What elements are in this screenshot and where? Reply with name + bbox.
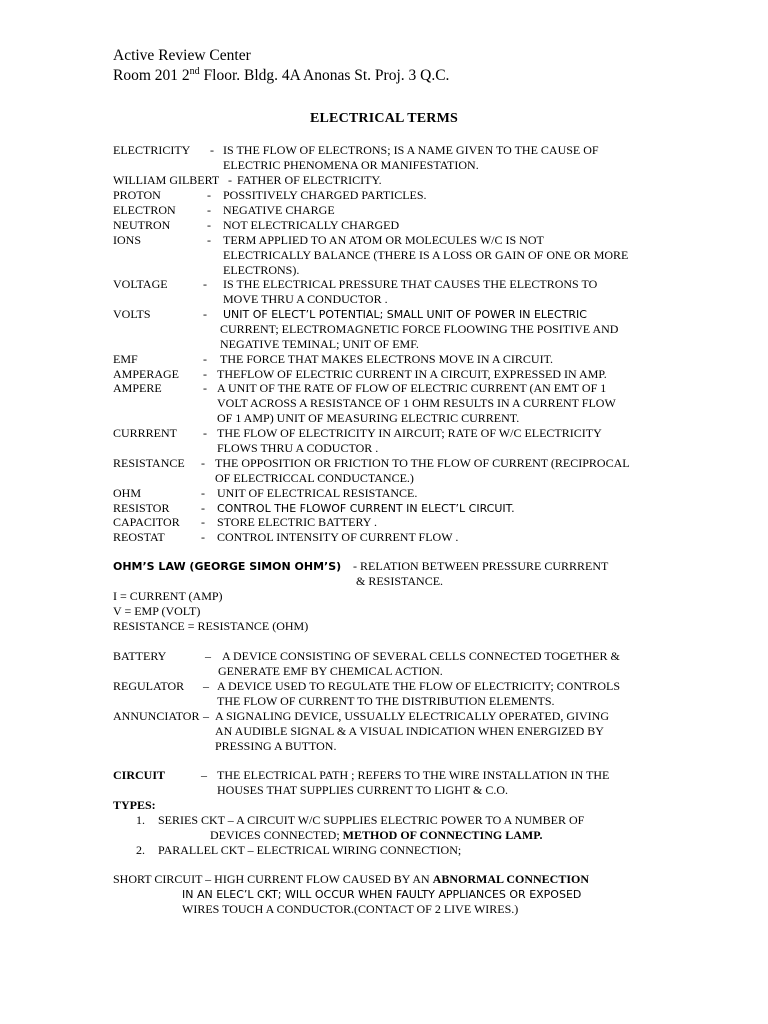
- short-circuit-emphasis: ABNORMAL CONNECTION: [432, 872, 590, 886]
- term-separator: -: [210, 143, 214, 157]
- term-definition: CONTROL THE FLOWOF CURRENT IN ELECT’L CIRCUIT.: [217, 502, 515, 515]
- term-separator: -: [207, 203, 211, 217]
- term-separator: -: [203, 277, 207, 291]
- term-definition: ELECTRONS).: [223, 263, 300, 277]
- term-label: EMF: [113, 352, 138, 366]
- device-definition: A DEVICE CONSISTING OF SEVERAL CELLS CONNECTED TOGETHER &: [222, 649, 620, 663]
- term-definition: POSSITIVELY CHARGED PARTICLES.: [223, 188, 427, 202]
- term-label: IONS: [113, 233, 142, 247]
- term-label: NEUTRON: [113, 218, 171, 232]
- short-circuit-text: IN AN ELEC’L CKT; WILL OCCUR WHEN FAULTY APPLIANCES OR EXPOSED: [182, 888, 582, 901]
- term-label: PROTON: [113, 188, 161, 202]
- term-label: ELECTRICITY: [113, 143, 191, 157]
- circuit-separator: –: [201, 768, 207, 782]
- term-separator: -: [201, 456, 205, 470]
- page-title: ELECTRICAL TERMS: [309, 111, 459, 126]
- ohms-law-description: & RESISTANCE.: [356, 574, 444, 588]
- term-definition: THEFLOW OF ELECTRIC CURRENT IN A CIRCUIT, EXPRESSED IN AMP.: [217, 367, 607, 381]
- term-label: ELECTRON: [113, 203, 176, 217]
- ohms-law-formula: RESISTANCE = RESISTANCE (OHM): [113, 619, 309, 633]
- term-definition: ELECTRICALLY BALANCE (THERE IS A LOSS OR GAIN OF ONE OR MORE: [223, 248, 629, 262]
- device-definition: GENERATE EMF BY CHEMICAL ACTION.: [218, 664, 443, 678]
- device-label: ANNUNCIATOR: [113, 709, 200, 723]
- series-circuit-emphasis: METHOD OF CONNECTING LAMP.: [342, 828, 543, 842]
- term-separator: -: [201, 501, 205, 515]
- term-definition: MOVE THRU A CONDUCTOR .: [223, 292, 388, 306]
- term-label: CURRRENT: [113, 426, 178, 440]
- term-label: WILLIAM GILBERT: [113, 173, 220, 187]
- term-definition: OF ELECTRICCAL CONDUCTANCE.): [215, 471, 414, 485]
- term-definition: IS THE ELECTRICAL PRESSURE THAT CAUSES THE ELECTRONS TO: [223, 277, 598, 291]
- term-label: RESISTOR: [113, 501, 170, 515]
- term-separator: -: [203, 426, 207, 440]
- term-separator: -: [201, 486, 205, 500]
- term-label: REOSTAT: [113, 530, 165, 544]
- list-number: 1.: [136, 813, 145, 827]
- device-definition: PRESSING A BUTTON.: [215, 739, 337, 753]
- circuit-definition: THE ELECTRICAL PATH ; REFERS TO THE WIRE INSTALLATION IN THE: [217, 768, 610, 782]
- device-separator: –: [203, 709, 209, 723]
- term-definition: IS THE FLOW OF ELECTRONS; IS A NAME GIVEN TO THE CAUSE OF: [223, 143, 599, 157]
- term-separator: -: [207, 188, 211, 202]
- term-definition: THE OPPOSITION OR FRICTION TO THE FLOW OF CURRENT (RECIPROCAL: [215, 456, 630, 470]
- ohms-law-heading: OHM’S LAW (GEORGE SIMON OHM’S): [113, 560, 342, 573]
- term-definition: NEGATIVE TEMINAL; UNIT OF EMF.: [220, 337, 419, 351]
- ohms-law-description: - RELATION BETWEEN PRESSURE CURRRENT: [353, 559, 609, 573]
- address-part: Room 201 2: [113, 67, 190, 84]
- device-definition: THE FLOW OF CURRENT TO THE DISTRIBUTION ELEMENTS.: [217, 694, 555, 708]
- term-separator: -: [203, 352, 207, 366]
- address-part: Floor. Bldg. 4A Anonas St. Proj. 3 Q.C.: [199, 67, 450, 84]
- center-name: Active Review Center: [113, 47, 251, 64]
- term-definition: ELECTRIC PHENOMENA OR MANIFESTATION.: [223, 158, 479, 172]
- term-label: OHM: [113, 486, 142, 500]
- types-heading: TYPES:: [113, 798, 156, 812]
- ohms-law-formula: I = CURRENT (AMP): [113, 589, 223, 603]
- ohms-law-formula: V = EMP (VOLT): [113, 604, 201, 618]
- device-label: REGULATOR: [113, 679, 185, 693]
- term-definition: THE FLOW OF ELECTRICITY IN AIRCUIT; RATE OF W/C ELECTRICITY: [217, 426, 602, 440]
- term-label: VOLTAGE: [113, 277, 168, 291]
- center-address: [113, 66, 449, 86]
- term-definition: UNIT OF ELECT’L POTENTIAL; SMALL UNIT OF POWER IN ELECTRIC: [223, 308, 587, 321]
- term-definition: VOLT ACROSS A RESISTANCE OF 1 OHM RESULTS IN A CURRENT FLOW: [217, 396, 616, 410]
- term-separator: -: [207, 233, 211, 247]
- term-definition: A UNIT OF THE RATE OF FLOW OF ELECTRIC CURRENT (AN EMT OF 1: [217, 381, 607, 395]
- term-definition: FLOWS THRU A CODUCTOR .: [217, 441, 379, 455]
- circuit-label: CIRCUIT: [113, 768, 166, 782]
- term-label: CAPACITOR: [113, 515, 180, 529]
- series-circuit-part: DEVICES CONNECTED;: [210, 828, 343, 842]
- term-separator: -: [201, 515, 205, 529]
- device-label: BATTERY: [113, 649, 167, 663]
- device-separator: –: [205, 649, 211, 663]
- term-definition: OF 1 AMP) UNIT OF MEASURING ELECTRIC CURRENT.: [217, 411, 520, 425]
- short-circuit-text: WIRES TOUCH A CONDUCTOR.(CONTACT OF 2 LIVE WIRES.): [182, 902, 519, 916]
- term-definition: THE FORCE THAT MAKES ELECTRONS MOVE IN A CIRCUIT.: [220, 352, 554, 366]
- term-label: RESISTANCE: [113, 456, 185, 470]
- series-circuit-text: SERIES CKT – A CIRCUIT W/C SUPPLIES ELECTRIC POWER TO A NUMBER OF: [158, 813, 585, 827]
- term-definition: CURRENT; ELECTROMAGNETIC FORCE FLOOWING THE POSITIVE AND: [220, 322, 619, 336]
- term-separator: -: [201, 530, 205, 544]
- term-separator: -: [203, 381, 207, 395]
- term-definition: CONTROL INTENSITY OF CURRENT FLOW .: [217, 530, 459, 544]
- series-circuit-text: [210, 828, 542, 843]
- term-definition: TERM APPLIED TO AN ATOM OR MOLECULES W/C IS NOT: [223, 233, 544, 247]
- term-separator: -: [203, 307, 207, 321]
- term-separator: -: [228, 173, 232, 187]
- list-number: 2.: [136, 843, 145, 857]
- term-definition: STORE ELECTRIC BATTERY .: [217, 515, 378, 529]
- device-definition: A DEVICE USED TO REGULATE THE FLOW OF ELECTRICITY; CONTROLS: [217, 679, 621, 693]
- term-definition: UNIT OF ELECTRICAL RESISTANCE.: [217, 486, 418, 500]
- device-separator: –: [203, 679, 209, 693]
- device-definition: AN AUDIBLE SIGNAL & A VISUAL INDICATION WHEN ENERGIZED BY: [215, 724, 604, 738]
- term-definition: NOT ELECTRICALLY CHARGED: [223, 218, 400, 232]
- circuit-definition: HOUSES THAT SUPPLIES CURRENT TO LIGHT & C.O.: [217, 783, 509, 797]
- term-label: VOLTS: [113, 307, 151, 321]
- term-separator: -: [203, 367, 207, 381]
- term-label: AMPERAGE: [113, 367, 180, 381]
- term-label: AMPERE: [113, 381, 162, 395]
- address-superscript: nd: [189, 65, 200, 77]
- short-circuit-part: SHORT CIRCUIT – HIGH CURRENT FLOW CAUSED BY AN: [113, 872, 433, 886]
- device-definition: A SIGNALING DEVICE, USSUALLY ELECTRICALLY OPERATED, GIVING: [215, 709, 610, 723]
- short-circuit-text: [113, 872, 589, 887]
- term-separator: -: [207, 218, 211, 232]
- document-header: [113, 46, 449, 86]
- parallel-circuit-text: PARALLEL CKT – ELECTRICAL WIRING CONNECTION;: [158, 843, 462, 857]
- term-definition: NEGATIVE CHARGE: [223, 203, 335, 217]
- term-definition: FATHER OF ELECTRICITY.: [237, 173, 382, 187]
